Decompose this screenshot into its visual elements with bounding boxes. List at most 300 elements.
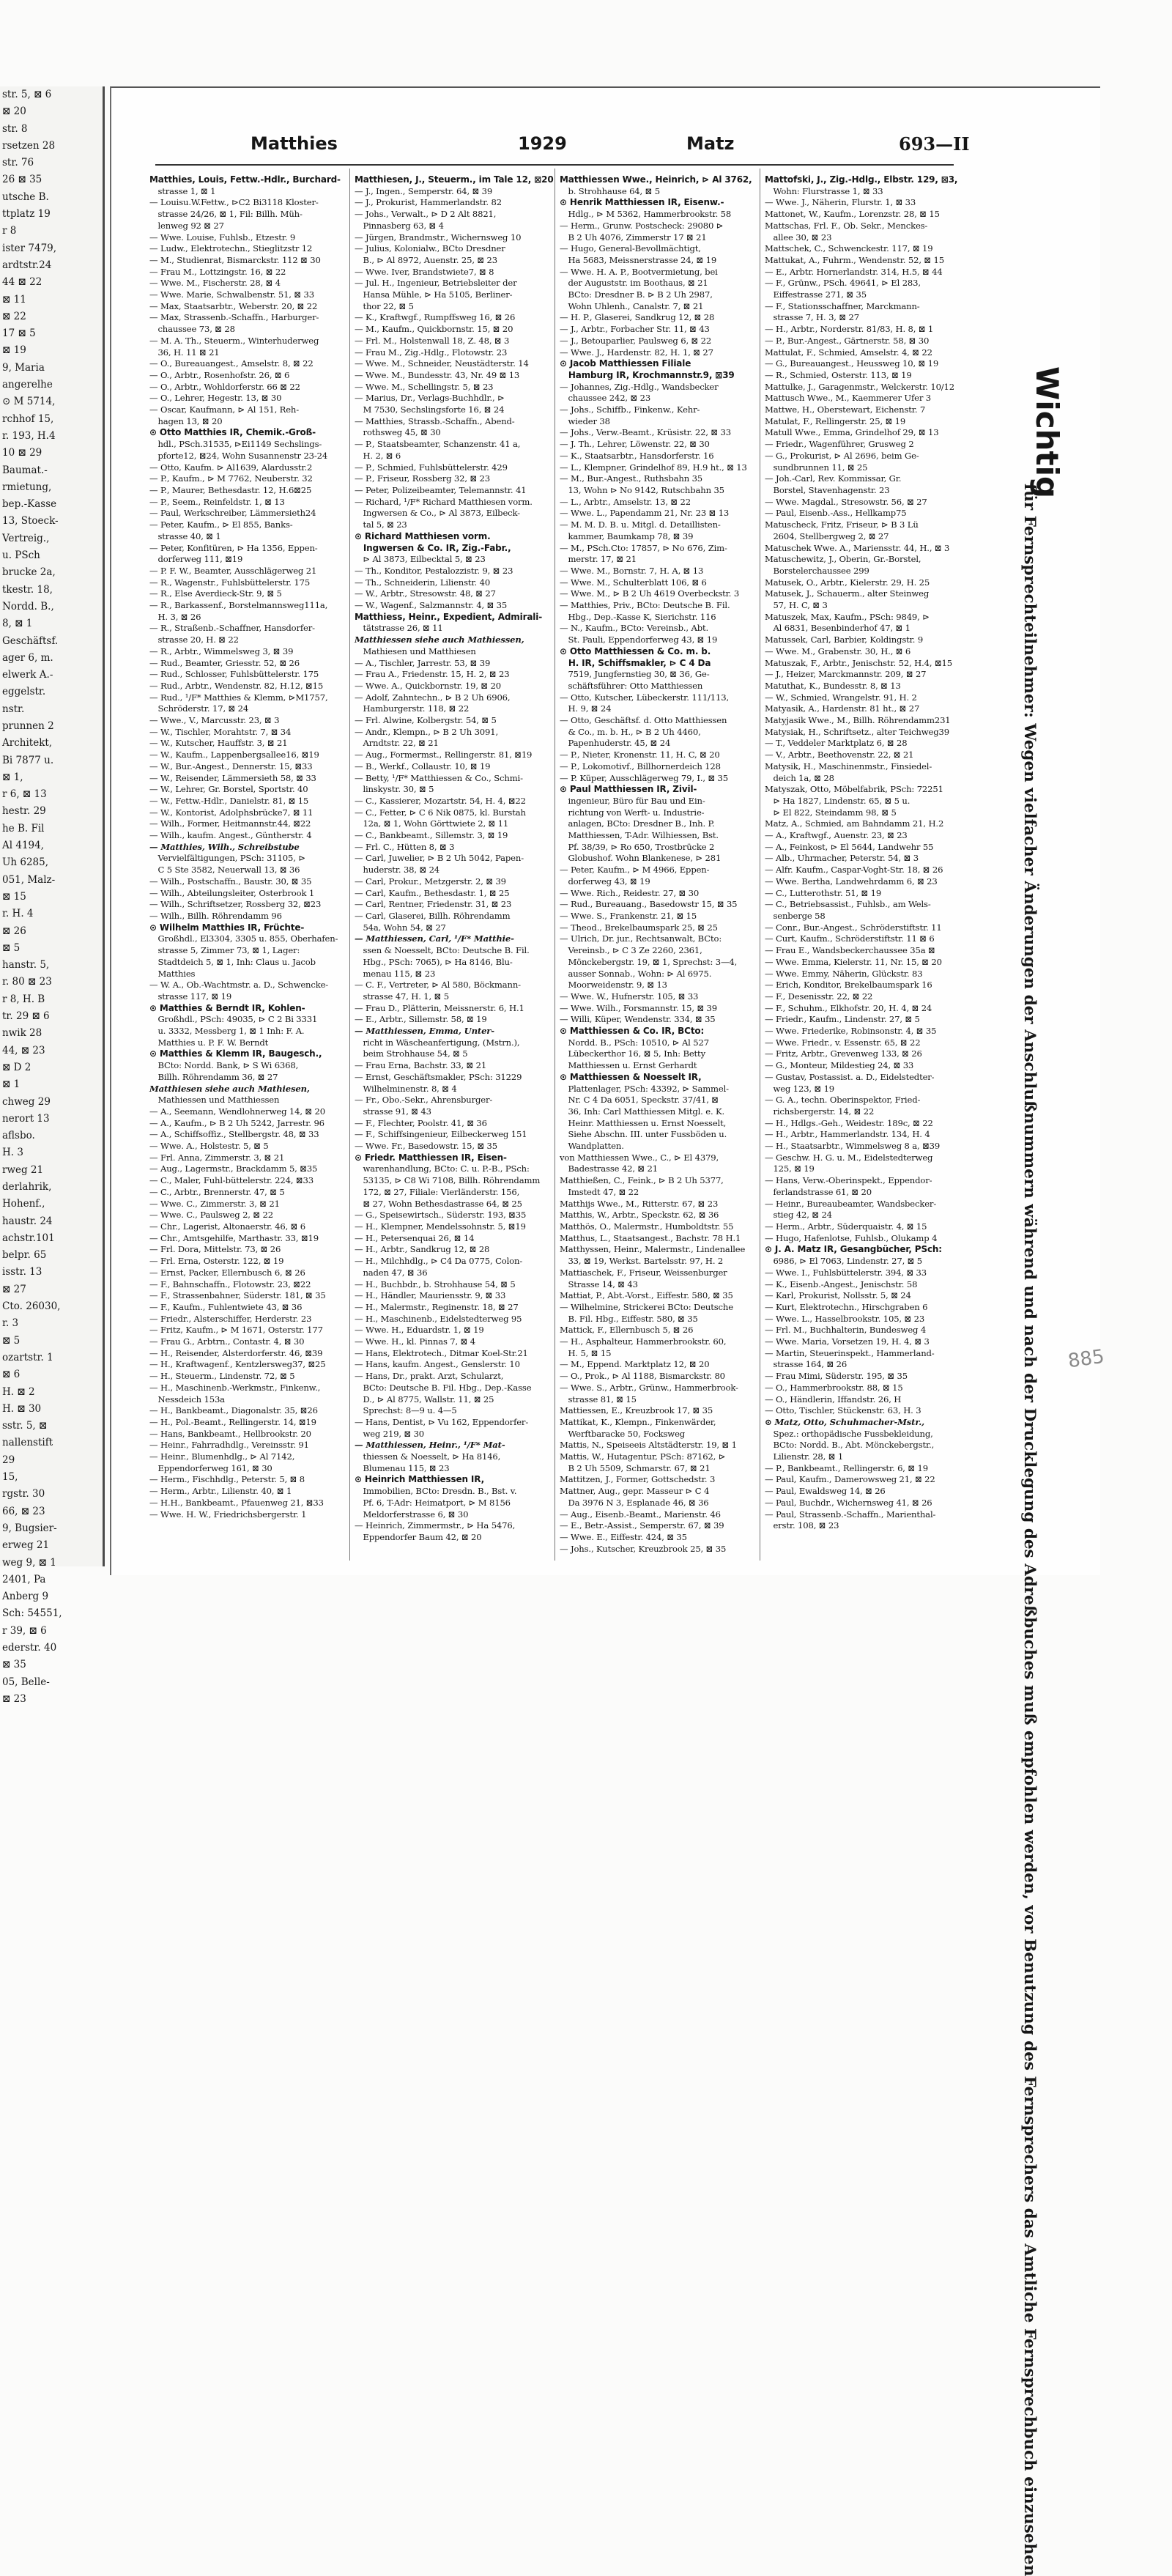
directory-entry-line: — F., Strassenbahner, Süderstr. 181, ⊠ 35 [149, 1290, 326, 1301]
directory-entry-line: Matull Wwe., Emma, Grindelhof 29, ⊠ 13 [765, 427, 939, 438]
directory-entry-line: ⊙ Matz, Otto, Schuhmacher-Mstr., [765, 1416, 925, 1427]
directory-entry-line: — P., Kaufm., ⊳ M 7762, Neuberstr. 32 [149, 473, 313, 484]
directory-entry-line: — Th., Konditor, Pestalozzistr. 9, ⊠ 23 [355, 565, 513, 576]
facing-page-fragment [0, 86, 105, 1705]
directory-entry-line: — W., Fettw.-Hdlr., Danielstr. 81, ⊠ 15 [149, 795, 309, 806]
directory-entry-line: — Wwe. S., Arbtr., Grünw., Hammerbrook- [560, 1382, 738, 1393]
directory-entry-line: Mattiat, P., Abt.-Vorst., Eiffestr. 580, ⊠ 35 [560, 1290, 733, 1301]
directory-entry-line: 57, H. C, ⊠ 3 [765, 600, 828, 611]
directory-entry-line: Mattitzen, J., Former, Gottschedstr. 3 [560, 1474, 716, 1485]
fragment-line: ⊠ 5 [2, 1334, 21, 1347]
directory-entry-line: — H., Staatsarbtr., Wimmelsweg 8 a, ⊠39 [765, 1141, 941, 1152]
directory-entry-line: — Marius, Dr., Verlags-Buchhdlr., ⊳ [355, 393, 505, 404]
directory-entry-line: — Wwe. W., Hufnerstr. 105, ⊠ 33 [560, 991, 699, 1002]
fragment-line: nallenstift [2, 1437, 53, 1449]
directory-entry-line: — Rud., Arbtr., Wendenstr. 82, H.12, ⊠15 [149, 680, 324, 691]
directory-entry-line: Lilienstr. 28, ⊠ 1 [765, 1451, 844, 1462]
directory-entry-line: — Karl, Prokurist, Nollsstr. 5, ⊠ 24 [765, 1290, 911, 1301]
directory-entry-line: Matussek, Carl, Barbier, Koldingstr. 9 [765, 634, 924, 645]
directory-entry-line: — Ludw., Elektrotechn., Stieglitzstr 12 [149, 243, 313, 254]
directory-entry-line: deich 1a, ⊠ 28 [765, 772, 834, 783]
fragment-line: r. 193, H.4 [2, 429, 56, 442]
directory-entry-line: — Herm., Arbtr., Lilienstr. 40, ⊠ 1 [149, 1486, 292, 1497]
entries-column-4 [765, 174, 963, 1559]
directory-entry-line: — Paul, Werkschreiber, Lämmersieth24 [149, 508, 316, 519]
fragment-line: ⊠ 19 [2, 344, 26, 357]
directory-entry-line: — Chr., Amtsgehilfe, Marthastr. 33, ⊠19 [149, 1232, 319, 1243]
directory-entry-line: Eppendorfer Baum 42, ⊠ 20 [355, 1531, 482, 1542]
directory-entry-line: Arndtstr. 22, ⊠ 21 [355, 738, 439, 749]
directory-entry-line: Mattis, N., Speiseeis Altstädterstr. 19, ⊠ 1 [560, 1440, 737, 1451]
directory-entry-line: — Hugo, Hafenlotse, Fuhlsb., Olukamp 4 [765, 1232, 938, 1243]
fragment-line: 15, [2, 1471, 18, 1484]
directory-entry-line: — W., Wagenf., Salzmannstr. 4, ⊠ 35 [355, 600, 508, 611]
directory-entry-line: Plattenlager, PSch: 43392, ⊳ Sammel- [560, 1083, 729, 1094]
directory-entry-line: Heinr. Matthiessen u. Ernst Noesselt, [560, 1117, 727, 1128]
directory-entry-line: — C., Maler, Fuhl-büttelerstr. 224, ⊠33 [149, 1175, 314, 1186]
directory-entry-line: D., ⊳ Al 8775, Wallstr. 11, ⊠ 25 [355, 1394, 494, 1404]
directory-page [110, 86, 1100, 2576]
directory-entry-line: schäftsführer: Otto Matthiessen [560, 680, 703, 691]
directory-entry-line: — R., Straßenb.-Schaffner, Hansdorfer- [149, 623, 315, 634]
directory-entry-line: Hbg., PSch: 7065), ⊳ Ha 8146, Blu- [355, 956, 513, 967]
directory-entry-line: Matysiak, H., Schriftsetz., alter Teichweg39 [765, 726, 949, 737]
directory-entry-line: Matthijs Wwe., M., Ritterstr. 67, ⊠ 23 [560, 1198, 719, 1209]
directory-entry-line: 53135, ⊳ C8 Wi 7108, Billh. Röhrendamm [355, 1175, 541, 1186]
directory-entry-line: — Friedr., Wagenführer, Grusweg 2 [765, 439, 914, 450]
directory-entry-line: Nordd. B., PSch: 10510, ⊳ Al 527 [560, 1037, 709, 1048]
directory-entry-line: — O., Prok., ⊳ Al 1188, Bismarckstr. 80 [560, 1371, 725, 1382]
directory-entry-line: — Geschw. H. G. u. M., Eidelstedterweg [765, 1152, 933, 1163]
directory-entry-line: — G. A., techn. Oberinspektor, Fried- [765, 1095, 921, 1106]
directory-entry-line: stieg 42, ⊠ 24 [765, 1210, 832, 1221]
entries-column-1 [149, 174, 347, 1559]
fragment-line: ardtstr.24 [2, 259, 52, 271]
directory-entry-line: ⊙ Paul Matthiessen IR, Zivil- [560, 784, 697, 795]
directory-entry-line: — Wwe. Iver, Brandstwiete7, ⊠ 8 [355, 266, 494, 277]
directory-entry-line: — W., Arbtr., Stresowstr. 48, ⊠ 27 [355, 588, 496, 599]
directory-entry-line: — W., Kaufm., Lappenbergsallee16, ⊠19 [149, 750, 319, 760]
directory-entry-line: thor 22, ⊠ 5 [355, 300, 414, 311]
fragment-line: ederstr. 40 [2, 1642, 57, 1654]
directory-entry-line: — O., Bureauangest., Amselstr. 8, ⊠ 22 [149, 358, 314, 369]
page-number: 693—II [899, 133, 970, 155]
directory-entry-line: b. Strohhause 64, ⊠ 5 [560, 185, 660, 196]
directory-entry-line: — Matthiessen, Heinr., ¹/F* Mat- [355, 1440, 505, 1451]
directory-entry-line: H. 2, ⊠ 6 [355, 450, 401, 461]
directory-entry-line: dorferweg 43, ⊠ 19 [560, 876, 650, 887]
directory-entry-line: — Hans, kaufm. Angest., Genslerstr. 10 [355, 1359, 520, 1370]
directory-entry-line: ⊳ Ha 1827, Lindenstr. 65, ⊠ 5 u. [765, 795, 910, 806]
directory-entry-line: Imstedt 47, ⊠ 22 [560, 1186, 639, 1197]
directory-entry-line: H. 5, ⊠ 15 [560, 1347, 612, 1358]
directory-entry-line: — C., Fetter, ⊳ C 6 Nik 0875, kl. Burstah [355, 807, 526, 818]
directory-entry-line: — Johs., Verwalt., ⊳ D 2 Alt 8821, [355, 209, 497, 220]
directory-entry-line: — Wwe. Emma, Kielerstr. 11, Nr. 15, ⊠ 20 [765, 956, 942, 967]
directory-entry-line: — Th., Schneiderin, Lilienstr. 40 [355, 577, 491, 588]
directory-entry-line: ⊙ Richard Matthiesen vorm. [355, 530, 491, 541]
directory-entry-line: Eiffestrasse 271, ⊠ 35 [765, 289, 867, 300]
directory-entry-line: — Wwe. C., Paulsweg 2, ⊠ 22 [149, 1210, 273, 1221]
directory-entry-line: Mattulat, F., Schmied, Amselstr. 4, ⊠ 22 [765, 347, 932, 358]
directory-entry-line: — H., Maschinenb., Eidelstedterweg 95 [355, 1313, 522, 1324]
directory-entry-line: — Frl. Erna, Osterstr. 122, ⊠ 19 [149, 1256, 284, 1267]
directory-entry-line: Matthis, W., Arbtr., Speckstr. 62, ⊠ 36 [560, 1210, 719, 1221]
directory-entry-line: — W., Lehrer, Gr. Borstel, Sportstr. 40 [149, 784, 308, 795]
fragment-line: ⊠ 6 [2, 1369, 21, 1381]
directory-entry-line: — Johs., Schiffb., Finkenw., Kehr- [560, 404, 700, 415]
entries-column-2 [355, 174, 552, 1559]
fragment-line: nwik 28 [2, 1027, 42, 1040]
directory-entry-line: — Wwe. M., Bornstr. 7, H. A, ⊠ 13 [560, 565, 704, 576]
directory-entry-line: — P., Bankbeamt., Rellingerstr. 6, ⊠ 19 [765, 1462, 928, 1473]
directory-entry-line: — Richard, ¹/F* Richard Matthiesen vorm. [355, 496, 533, 507]
fragment-line: 66, ⊠ 23 [2, 1505, 45, 1517]
directory-entry-line: Wandplatten. [560, 1141, 624, 1152]
fragment-line: chweg 29 [2, 1095, 51, 1108]
directory-entry-line: — Wwe. L., Hasselbrookstr. 105, ⊠ 23 [765, 1313, 925, 1324]
fragment-line: ⊠ 20 [2, 106, 26, 118]
directory-entry-line: Badestrasse 42, ⊠ 21 [560, 1163, 658, 1174]
directory-entry-line: — L., Klempner, Grindelhof 89, H.9 ht., ⊠ 13 [560, 462, 747, 473]
directory-entry-line: — Carl, Glaserei, Billh. Röhrendamm [355, 911, 511, 921]
directory-entry-line: ⊙ J. A. Matz IR, Gesangbücher, PSch: [765, 1244, 942, 1255]
fragment-line: str. 8 [2, 122, 28, 135]
directory-entry-line: Mattner, Aug., gepr. Masseur ⊳ C 4 [560, 1486, 710, 1497]
directory-entry-line: Hansa Mühle, ⊳ Ha 5105, Berliner- [355, 289, 513, 300]
directory-entry-line: — Frl. Dora, Mittelstr. 73, ⊠ 26 [149, 1244, 281, 1255]
directory-entry-line: B., ⊳ Al 8972, Auenstr. 25, ⊠ 23 [355, 254, 497, 265]
directory-entry-line: — K., Eisenb.-Angest., Jenischstr. 58 [765, 1278, 918, 1289]
directory-entry-line: ⊙ Henrik Matthiessen IR, Eisenw.- [560, 197, 724, 208]
directory-entry-line: Mönckebergstr. 19, ⊠ 1, Sprechst: 3—4, [560, 956, 738, 967]
directory-entry-line: — Erich, Konditor, Brekelbaumspark 16 [765, 980, 932, 991]
directory-entry-line: — H., Hdlgs.-Geh., Weidestr. 189c, ⊠ 22 [765, 1117, 933, 1128]
header-rule [155, 164, 954, 166]
fragment-line: 29 [2, 1454, 15, 1466]
directory-entry-line: — C., Lutterothstr. 51, ⊠ 19 [765, 887, 882, 898]
directory-entry-line: — Friedr., Alsterschiffer, Herderstr. 23 [149, 1313, 312, 1324]
directory-entry-line: — Wwe. M., ⊳ B 2 Uh 4619 Overbeckstr. 3 [560, 588, 740, 599]
directory-entry-line: — P., Lokomotivf., Billhornerdeich 128 [560, 760, 721, 771]
fragment-line: 44 ⊠ 22 [2, 276, 42, 289]
directory-entry-line: — H., Asphalteur, Hammerbrookstr. 60, [560, 1336, 727, 1347]
directory-entry-line: — Wwe. J., Näherin, Flurstr. 1, ⊠ 33 [765, 197, 916, 208]
directory-entry-line: — G., Speisewirtsch., Süderstr. 193, ⊠35 [355, 1210, 527, 1221]
directory-entry-line: u. 3332, Messberg 1, ⊠ 1 Inh: F. A. [149, 1026, 305, 1037]
fragment-line: 10 ⊠ 29 [2, 447, 42, 459]
directory-entry-line: — A., Kaufm., ⊳ B 2 Uh 5242, Jarrestr. 96 [149, 1117, 324, 1128]
directory-entry-line: menau 115, ⊠ 23 [355, 968, 436, 979]
directory-entry-line: Mattschas, Frl. F., Ob. Sekr., Menckes- [765, 220, 928, 231]
fragment-line: 8, ⊠ 1 [2, 618, 33, 630]
directory-entry-line: — Hans, Elektrotech., Ditmar Koel-Str.21 [355, 1347, 528, 1358]
directory-entry-line: Wohn Uhlenh., Canalstr. 7, ⊠ 21 [560, 300, 704, 311]
fragment-line: derlahrik, [2, 1181, 52, 1193]
directory-entry-line: Ingwersen & Co., ⊳ Al 3873, Eilbeck- [355, 508, 520, 519]
directory-entry-line: — H., Buchbdr., b. Strohhause 54, ⊠ 5 [355, 1278, 516, 1289]
directory-entry-line: — V., Arbtr., Beethovenstr. 22, ⊠ 21 [765, 750, 914, 760]
directory-entry-line: — O., Arbtr., Wohldorferstr. 66 ⊠ 22 [149, 381, 300, 392]
fragment-line: 2401, Pa [2, 1573, 46, 1585]
directory-entry-line: — L., Arbtr., Amselstr. 13, ⊠ 22 [560, 496, 691, 507]
directory-entry-line: Borstel, Stavenhagenstr. 23 [765, 484, 890, 495]
directory-entry-line: 125, ⊠ 19 [765, 1163, 815, 1174]
directory-entry-line: — F., Stationsschaffner, Marckmann- [765, 300, 920, 311]
directory-entry-line: Matthiessen, T-Adr. Wilhiessen, Bst. [560, 830, 719, 841]
directory-entry-line: — Fr., Obo.-Sekr., Ahrensburger- [355, 1095, 493, 1106]
fragment-line: r. 3 [2, 1317, 19, 1330]
directory-entry-line: — C., Arbtr., Brennerstr. 47, ⊠ 5 [149, 1186, 285, 1197]
directory-entry-line: — R., Barkassenf., Borstelmannsweg111a, [149, 600, 328, 611]
directory-entry-line: — B., Werkf., Collaustr. 10, ⊠ 19 [355, 760, 491, 771]
directory-entry-line: — Theod., Brekelbaumspark 25, ⊠ 25 [560, 922, 718, 933]
directory-entry-line: — Johs., Verw.-Beamt., Krüsistr. 22, ⊠ 33 [560, 427, 731, 438]
directory-entry-line: — J., Ingen., Semperstr. 64, ⊠ 39 [355, 185, 493, 196]
directory-entry-line: Mattukat, A., Fuhrm., Wendenstr. 52, ⊠ 15 [765, 254, 944, 265]
directory-entry-line: richtung von Werft- u. Industrie- [560, 807, 705, 818]
directory-entry-line: — Alfr. Kaufm., Caspar-Voght-Str. 18, ⊠ 26 [765, 865, 943, 876]
directory-entry-line: weg 219, ⊠ 30 [355, 1428, 425, 1439]
directory-entry-line: M 7530, Sechslingsforte 16, ⊠ 24 [355, 404, 505, 415]
directory-entry-line: Immobilien, BCto: Dresdn. B., Bst. v. [355, 1486, 517, 1497]
directory-entry-line: Werftbaracke 50, Focksweg [560, 1428, 686, 1439]
directory-entry-line: — Peter, Polizeibeamter, Telemannstr. 41 [355, 484, 527, 495]
directory-entry-line: Hdlg., ⊳ M 5362, Hammerbrookstr. 58 [560, 209, 732, 220]
fragment-line: haustr. 24 [2, 1215, 53, 1227]
directory-entry-line: & Co., m. b. H., ⊳ B 2 Uh 4460, [560, 726, 701, 737]
fragment-line: str. 76 [2, 157, 34, 169]
directory-entry-line: Hbg., Dep.-Kasse K, Sierichstr. 116 [560, 611, 716, 622]
directory-entry-line: von Matthiessen Wwe., C., ⊳ El 4379, [560, 1152, 719, 1163]
directory-entry-line: Matthies [149, 968, 196, 979]
directory-entry-line: senberge 58 [765, 911, 826, 921]
fragment-line: rweg 21 [2, 1163, 44, 1176]
directory-entry-line: — Wwe. H., Eduardstr. 1, ⊠ 19 [355, 1325, 484, 1336]
directory-entry-line: 2604, Stellbergweg 2, ⊠ 27 [765, 530, 889, 541]
directory-entry-line: 13, Wohn ⊳ No 9142, Rutschbahn 35 [560, 484, 724, 495]
directory-entry-line: ⊙ Wilhelm Matthies IR, Früchte- [149, 922, 305, 933]
fragment-line: 9, Maria [2, 361, 45, 374]
directory-entry-line: — P., Bur.-Angest., Gärtnerstr. 58, ⊠ 30 [765, 335, 930, 346]
fragment-line: ozartstr. 1 [2, 1351, 53, 1363]
fragment-line: Bi 7877 u. [2, 754, 54, 766]
directory-entry-line: Matyjasik Wwe., M., Billh. Röhrendamm231 [765, 715, 951, 726]
directory-entry-line: — Frl. C., Hütten 8, ⊠ 3 [355, 841, 455, 852]
directory-entry-line: — Paul, Buchdr., Wichernsweg 41, ⊠ 26 [765, 1497, 932, 1508]
directory-entry-line: Blumenau 115, ⊠ 23 [355, 1462, 450, 1473]
fragment-line: 13, Stoeck- [2, 515, 59, 528]
directory-entry-line: — Otto, Kaufm. ⊳ Al1639, Alardusstr.2 [149, 462, 313, 473]
directory-entry-line: Mattusch Wwe., M., Kaemmerer Ufer 3 [765, 393, 932, 404]
directory-entry-line: — Carl, Kaufm., Bethesdastr. 1, ⊠ 25 [355, 887, 510, 898]
directory-entry-line: Al 6831, Besenbinderhof 47, ⊠ 1 [765, 623, 910, 634]
directory-entry-line: naden 47, ⊠ 36 [355, 1267, 428, 1278]
directory-entry-line: — Martin, Steuerinspekt., Hammerland- [765, 1347, 935, 1358]
fragment-line: 05, Belle- [2, 1676, 50, 1688]
directory-entry-line: ausser Sonnab., Wohn: ⊳ Al 6975. [560, 968, 712, 979]
directory-entry-line: — Otto, Geschäftsf. d. Otto Matthiessen [560, 715, 727, 726]
directory-entry-line: — H., Reisender, Alsterdorferstr. 46, ⊠39 [149, 1347, 323, 1358]
directory-entry-line: — J., Arbtr., Forbacher Str. 11, ⊠ 43 [560, 324, 710, 335]
directory-entry-line: — Carl, Rentner, Friedenstr. 31, ⊠ 23 [355, 899, 512, 910]
directory-entry-line: — Heinr., Bureaubeamter, Wandsbecker- [765, 1198, 937, 1209]
directory-entry-line: Matthus, L., Staatsangest., Bachstr. 78 H.1 [560, 1232, 741, 1243]
entries-column-3 [560, 174, 757, 1559]
directory-entry-line: — Frl. M., Holstenwall 18, Z. 48, ⊠ 3 [355, 335, 510, 346]
directory-entry-line: — Ulrich, Dr. jur., Rechtsanwalt, BCto: [560, 933, 722, 944]
directory-entry-line: ⊙ Heinrich Matthiessen IR, [355, 1474, 484, 1485]
directory-entry-line: — Fritz, Arbtr., Grevenweg 133, ⊠ 26 [765, 1048, 922, 1059]
directory-entry-line: — P., Nieter, Kronenstr. 11, H. C, ⊠ 20 [560, 750, 720, 760]
directory-entry-line: — Aug., Formermst., Rellingerstr. 81, ⊠19 [355, 750, 533, 760]
fragment-line: H. ⊠ 2 [2, 1385, 35, 1398]
directory-entry-line: — Wwe. Rich., Reidestr. 27, ⊠ 30 [560, 887, 700, 898]
directory-entry-line: ⊙ Matthies & Klemm IR, Baugesch., [149, 1048, 322, 1059]
directory-entry-line: — Betty, ¹/F* Matthiessen & Co., Schmi- [355, 772, 523, 783]
directory-entry-line: ⊙ Friedr. Matthiessen IR, Eisen- [355, 1152, 507, 1163]
fragment-line: r 39, ⊠ 6 [2, 1624, 47, 1637]
directory-entry-line: — H., Maschinenb.-Werkmstr., Finkenw., [149, 1382, 321, 1393]
directory-entry-line: Ingwersen & Co. IR, Zig.-Fabr., [355, 542, 511, 553]
directory-entry-line: Matthyssen, Heinr., Malermstr., Lindenallee [560, 1244, 746, 1255]
directory-entry-line: Matyszak, Otto, Möbelfabrik, PSch: 72251 [765, 784, 943, 795]
fragment-line: erweg 21 [2, 1539, 50, 1552]
fragment-line: ⊠ 27 [2, 1283, 26, 1295]
directory-entry-line: — K., Staatsarbtr., Hansdorferstr. 16 [560, 450, 714, 461]
directory-entry-line: Sprechst: 8—9 u. 4—5 [355, 1405, 457, 1416]
directory-entry-line: — O., Händlerin, Iffandstr. 26, H [765, 1394, 902, 1404]
directory-entry-line: B 2 Uh 5509, Schmarstr. 67, ⊠ 21 [560, 1462, 711, 1473]
directory-entry-line: Globushof. Wohn Blankenese, ⊳ 281 [560, 853, 722, 864]
directory-entry-line: — Herm., Arbtr., Süderquaistr. 4, ⊠ 15 [765, 1221, 927, 1232]
directory-entry-line: — Wwe. Maria, Vorsetzen 19, H. 4, ⊠ 3 [765, 1336, 930, 1347]
directory-entry-line: — Aug., Eisenb.-Beamt., Marienstr. 46 [560, 1509, 721, 1520]
directory-entry-line: — Johs., Kutscher, Kreuzbrook 25, ⊠ 35 [560, 1543, 727, 1554]
column-divider [349, 169, 350, 1561]
directory-entry-line: — Rud., Schlosser, Fuhlsbüttelerstr. 175 [149, 669, 319, 680]
fragment-line: 051, Malz- [2, 873, 56, 886]
directory-entry-line: — Heinr., Blumenhdlg., ⊳ Al 7142, [149, 1451, 295, 1462]
directory-entry-line: — Wwe. Magdal., Stresowstr. 56, ⊠ 27 [765, 496, 927, 507]
directory-entry-line: wieder 38 [560, 415, 610, 426]
directory-entry-line: strasse 117, ⊠ 19 [149, 991, 232, 1002]
directory-entry-line: — Herm., Grunw. Postscheck: 29080 ⊳ [560, 220, 724, 231]
directory-entry-line: hdl., PSch.31535, ⊳Ei1149 Sechslings- [149, 439, 322, 450]
page-header [111, 133, 1100, 163]
directory-entry-line: strasse 40, ⊠ 1 [149, 530, 221, 541]
fragment-line: str. 5, ⊠ 6 [2, 89, 52, 100]
directory-entry-line: — Frau Erna, Bachstr. 33, ⊠ 21 [355, 1060, 487, 1071]
fragment-line: tkestr. 18, [2, 583, 53, 596]
directory-entry-line: — Paul, Ewaldsweg 14, ⊠ 26 [765, 1486, 886, 1497]
directory-entry-line: — Wwe. Friedr., v. Essenstr. 65, ⊠ 22 [765, 1037, 921, 1048]
fragment-line: ⊠ 15 [2, 890, 26, 903]
directory-entry-line: — Frau Mimi, Süderstr. 195, ⊠ 35 [765, 1371, 908, 1382]
directory-entry-line: — G., Bureauangest., Heussweg 10, ⊠ 19 [765, 358, 939, 369]
directory-entry-line: H. IR, Schiffsmakler, ⊳ C 4 Da [560, 657, 711, 668]
directory-entry-line: Pf. 6, T-Adr: Heimatport, ⊳ M 8156 [355, 1497, 511, 1508]
directory-entry-line: Mattiessen, E., Kreuzbrook 17, ⊠ 35 [560, 1405, 713, 1416]
directory-entry-line: — Otto, Kutscher, Lübeckerstr. 111/113, [560, 692, 730, 703]
directory-entry-line: — Wilh., Abteilungsleiter, Osterbrook 1 [149, 887, 315, 898]
directory-entry-line: — Frl. Alwine, Kolbergstr. 54, ⊠ 5 [355, 715, 497, 726]
fragment-line: bep.-Kasse [2, 498, 57, 511]
directory-entry-line: — P., Staatsbeamter, Schanzenstr. 41 a, [355, 439, 521, 450]
fragment-line: ager 6, m. [2, 651, 53, 664]
fragment-line: rchhof 15, [2, 412, 54, 425]
directory-entry-line: Billh. Röhrendamm 36, ⊠ 27 [149, 1071, 278, 1082]
directory-entry-line: — Kurt, Elektrotechn., Hirschgraben 6 [765, 1301, 928, 1312]
directory-entry-line: — Max, Staatsarbtr., Weberstr. 20, ⊠ 22 [149, 300, 318, 311]
directory-entry-line: — F., Bahnschaffn., Flotowstr. 23, ⊠22 [149, 1278, 311, 1289]
directory-entry-line: — Wwe. S., Frankenstr. 21, ⊠ 15 [560, 911, 697, 921]
directory-entry-line: huderstr. 38, ⊠ 24 [355, 865, 440, 876]
directory-entry-line: Matthiesen, J., Steuerm., im Tale 12, ⊠20 [355, 174, 554, 185]
directory-entry-line: Nessdeich 153a [149, 1394, 225, 1404]
directory-entry-line: — Wwe. M., Schulterblatt 106, ⊠ 6 [560, 577, 707, 588]
directory-entry-line: Matysik, H., Maschinenmstr., Finsiedel- [765, 760, 932, 771]
directory-entry-line: — Wilh., Postschaffn., Baustr. 30, ⊠ 35 [149, 876, 312, 887]
directory-entry-line: — Hugo, General-Bevollmächtigt, [560, 243, 701, 254]
directory-entry-line: — K., Kraftwgf., Rumpffsweg 16, ⊠ 26 [355, 312, 516, 323]
directory-entry-line: — Matthies, Priv., BCto: Deutsche B. Fil. [560, 600, 730, 611]
directory-entry-line: kammer, Baumkamp 78, ⊠ 39 [560, 530, 694, 541]
directory-entry-line: — Ernst, Packer, Ellernbusch 6, ⊠ 26 [149, 1267, 305, 1278]
directory-entry-line: Großhdl., PSch: 49035, ⊳ C 2 Bi 3331 [149, 1014, 318, 1025]
fragment-line: rgstr. 30 [2, 1488, 45, 1500]
directory-entry-line: weg 123, ⊠ 19 [765, 1083, 835, 1094]
directory-entry-line: lenweg 92 ⊠ 27 [149, 220, 224, 231]
fragment-line: elwerk A.- [2, 669, 53, 681]
directory-entry-line: — Conr., Bur.-Angest., Schröderstiftstr. 11 [765, 922, 942, 933]
fragment-line: belpr. 65 [2, 1249, 47, 1262]
directory-entry-line: Mattiaschek, F., Friseur, Weissenburger [560, 1267, 727, 1278]
directory-entry-line: Strasse 14, ⊠ 43 [560, 1278, 638, 1289]
directory-entry-line: — O., Arbtr., Rosenhofstr. 26, ⊠ 6 [149, 369, 290, 380]
directory-entry-line: — Paul, Strassenb.-Schaffn., Marienthal- [765, 1509, 936, 1520]
directory-entry-line: — Wwe. M., Schellingstr. 5, ⊠ 23 [355, 381, 494, 392]
fragment-line: ⊠ 26 [2, 925, 26, 937]
directory-entry-line: B 2 Uh 4076, Zimmerstr 17 ⊠ 21 [560, 232, 707, 243]
directory-entry-line: 12a, ⊠ 1, Wohn Görttwiete 2, ⊠ 11 [355, 818, 509, 829]
directory-entry-line: — Wwe. Emmy, Näherin, Glückstr. 83 [765, 968, 923, 979]
fragment-line: Hohenf., [2, 1198, 45, 1210]
fragment-line: Al 4194, [2, 840, 45, 852]
directory-entry-line: 33, ⊠ 19, Werkst. Bartelsstr. 97, H. 2 [560, 1256, 724, 1267]
directory-entry-line: 36, H. 11 ⊠ 21 [149, 347, 220, 358]
directory-entry-line: ⊙ Jacob Matthiessen Filiale [560, 358, 691, 369]
directory-entry-line: — Curt, Kaufm., Schröderstiftstr. 11 ⊠ 6 [765, 933, 935, 944]
directory-entry-line: St. Pauli, Eppendorferweg 43, ⊠ 19 [560, 634, 718, 645]
directory-entry-line: — J. Th., Lehrer, Löwenstr. 22, ⊠ 30 [560, 439, 710, 450]
directory-entry-line: anlagen, BCto: Dresdner B., Inh. P. [560, 818, 715, 829]
directory-entry-line: ⊙ Matthies & Berndt IR, Kohlen- [149, 1002, 305, 1013]
directory-entry-line: — Wwe., V., Marcusstr. 23, ⊠ 3 [149, 715, 280, 726]
fragment-line: Nordd. B., [2, 600, 54, 612]
directory-entry-line: richt in Wäscheanfertigung, (Mstrn.), [355, 1037, 520, 1048]
directory-entry-line: 172, ⊠ 27, Filiale: Vierländerstr. 156, [355, 1186, 520, 1197]
fragment-line: Architekt, [2, 737, 53, 750]
directory-entry-line: — Wwe. Friederike, Robinsonstr. 4, ⊠ 35 [765, 1026, 937, 1037]
header-year: 1929 [518, 133, 567, 154]
directory-entry-line: Meldorferstrasse 6, ⊠ 30 [355, 1509, 469, 1520]
directory-entry-line: strasse 1, ⊠ 1 [149, 185, 216, 196]
directory-entry-line: — Wilh., Schriftsetzer, Rossberg 32, ⊠23 [149, 899, 322, 910]
directory-entry-line: — Friedr., Kaufm., Lindenstr. 27, ⊠ 5 [765, 1014, 920, 1025]
fragment-line: utsche B. [2, 190, 49, 203]
directory-entry-line: ⊳ Al 3873, Eilbecktal 5, ⊠ 23 [355, 554, 486, 565]
